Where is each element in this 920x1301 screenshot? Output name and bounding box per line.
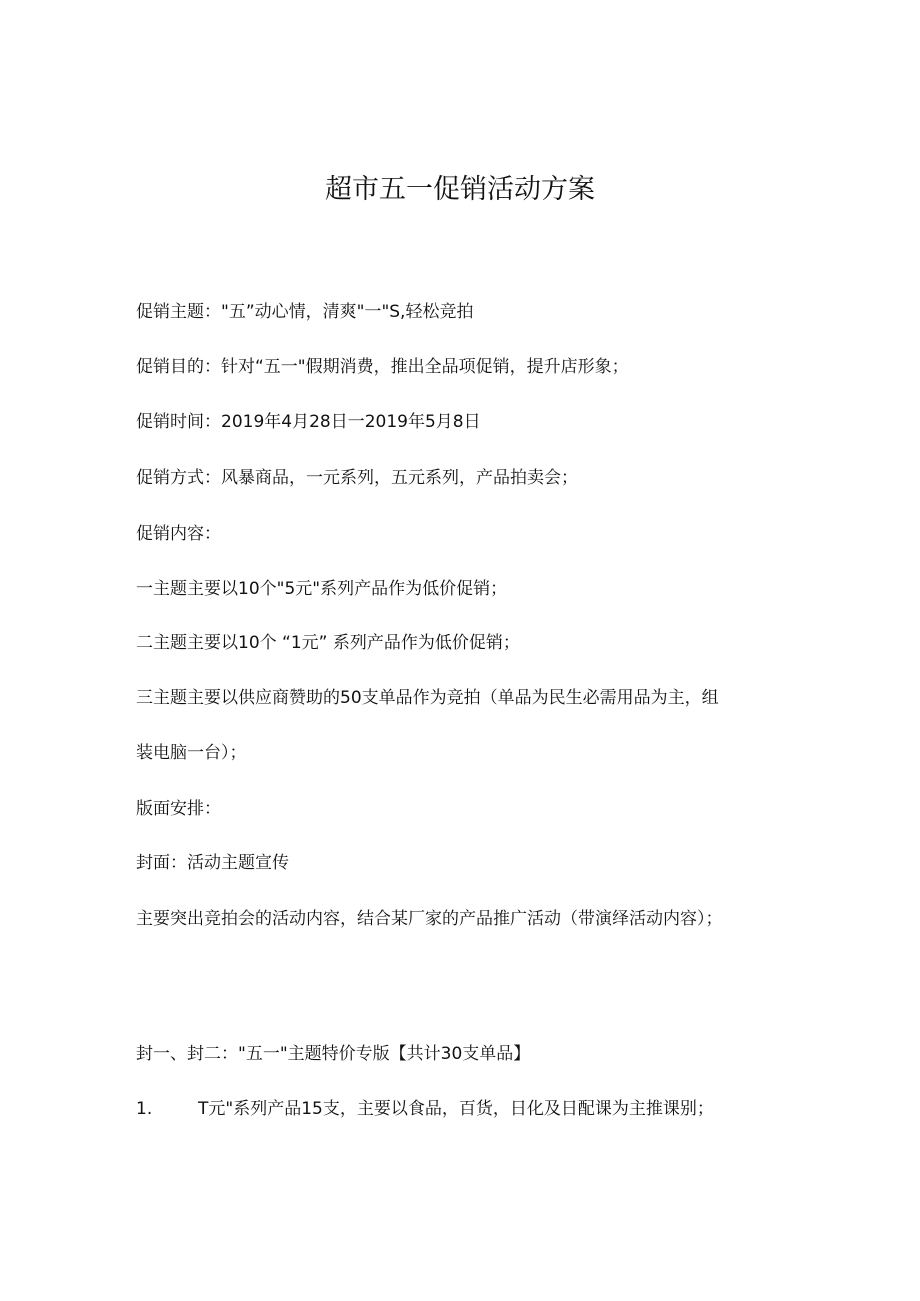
promotion-theme: 促销主题："五”动心情，清爽"一"S,轻松竞拍 bbox=[136, 302, 474, 322]
document-title: 超市五一促销活动方案 bbox=[325, 174, 595, 205]
promotion-method: 促销方式：风暴商品，一元系列，五元系列，产品拍卖会； bbox=[136, 468, 578, 488]
theme-item-three-continued: 装电脑一台）； bbox=[136, 743, 247, 763]
cover-line: 封面：活动主题宣传 bbox=[136, 853, 289, 873]
list-number: 1. bbox=[136, 1099, 153, 1119]
promotion-time: 促销时间：2019年4月28日一2019年5月8日 bbox=[136, 412, 481, 432]
promotion-content-label: 促销内容： bbox=[136, 524, 221, 544]
promotion-purpose: 促销目的：针对“五一"假期消费，推出全品项促销，提升店形象； bbox=[136, 357, 629, 377]
list-text: T元"系列产品15支，主要以食品，百货，日化及日配课为主推课别； bbox=[198, 1099, 714, 1119]
theme-item-two: 二主题主要以10个 “1元” 系列产品作为低价促销； bbox=[136, 633, 520, 653]
cover-description: 主要突出竞拍会的活动内容，结合某厂家的产品推广活动（带演绎活动内容）； bbox=[136, 909, 723, 929]
theme-item-three: 三主题主要以供应商赞助的50支单品作为竞拍（单品为民生必需用品为主，组 bbox=[136, 688, 719, 708]
layout-label: 版面安排： bbox=[136, 799, 221, 819]
list-item bbox=[136, 1097, 714, 1121]
theme-item-one: 一主题主要以10个"5元"系列产品作为低价促销； bbox=[136, 579, 508, 599]
pages-heading: 封一、封二："五一"主题特价专版【共计30支单品】 bbox=[136, 1044, 531, 1064]
